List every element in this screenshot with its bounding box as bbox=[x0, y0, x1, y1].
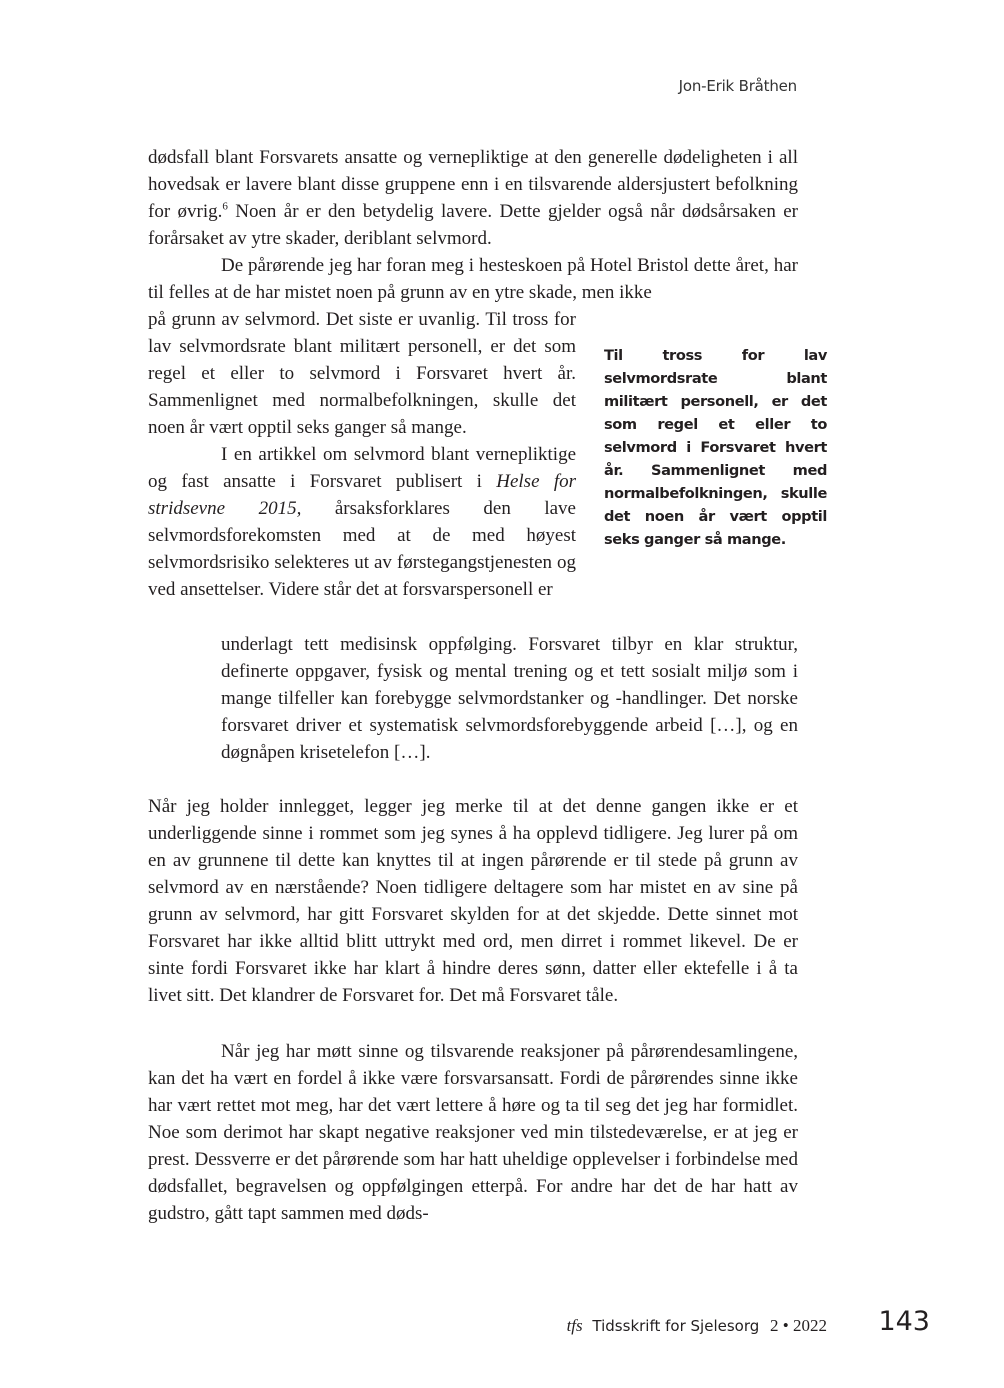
body-paragraph-5-text: Når jeg har møtt sinne og tilsvarende reaksjoner på pårørendesamlingene, kan det ha vært en fordel å ikke være forsvarsansatt. Fordi de pårørendes sinne ikke har vært rettet mot meg, har det vært lettere å høre og ta til seg det jeg har formidlet. Noe som derimot har skapt negative reaksjoner ved min tilstedeværelse, er at jeg er prest. Dessverre er det pårørende som har hatt uheldige opplevelser i forbindelse med dødsfallet, begravelsen og oppfølgingen etterpå. For andre har det de har hatt av gudstro, gått tapt sammen med døds- bbox=[148, 1041, 798, 1224]
body-paragraph-1-rest: Noen år er den betydelig lavere. Dette gjelder også når dødsårsaken er forårsaket av ytre skader, deriblant selvmord. bbox=[148, 201, 799, 249]
body-paragraph-4: Når jeg holder innlegget, legger jeg merke til at det denne gangen ikke er et underliggende sinne i rommet som jeg synes å ha opplevd tidligere. Jeg lurer på om en av grunnene til dette kan knyttes til at ingen pårørende er til stede på grunn av selvmord av en nærstående? Noen tidligere deltagere som har mistet en av sine på grunn av selvmord, har gitt Forsvaret skylden for at det skjedde. Dette sinnet mot Forsvaret har ikke alltid blitt uttrykt med ord, men dirret i rommet likevel. De er sinte fordi Forsvaret ikke har klart å hindre deres sønn, datter eller ektefelle i å ta livet sitt. Det klandrer de Forsvaret for. Det må Forsvaret tåle. bbox=[148, 796, 798, 1006]
pull-quote: Til tross for lav selvmordsrate blant militært personell, er det som regel et eller to selvmord i Forsvaret hvert år. Sammenlignet med normalbefolkningen, skulle det noen år vært opptil seks ganger så mange. bbox=[604, 347, 827, 548]
body-paragraph-1-text: dødsfall blant Forsvarets ansatte og vernepliktige at den generelle dødeligheten i all hovedsak er lavere blant disse gruppene enn i en tilsvarende aldersjustert befolkning for øvrig. bbox=[148, 147, 798, 222]
page-number: 143 bbox=[878, 1306, 930, 1337]
body-paragraph-3 bbox=[148, 441, 576, 603]
body-paragraph-5 bbox=[148, 1038, 798, 1227]
journal-abbreviation: tfs bbox=[566, 1316, 583, 1335]
footnote-ref: 6 bbox=[222, 200, 228, 213]
journal-name: Tidsskrift for Sjelesorg bbox=[592, 1317, 760, 1335]
running-head-author: Jon-Erik Bråthen bbox=[678, 77, 797, 95]
journal-issue: 2 • 2022 bbox=[770, 1316, 827, 1335]
body-paragraph-2-top bbox=[148, 252, 798, 306]
body-paragraph-3-text-a: I en artikkel om selvmord blant vernepliktige og fast ansatte i Forsvaret publisert i bbox=[148, 444, 576, 492]
body-paragraph-2-top-text: De pårørende jeg har foran meg i hesteskoen på Hotel Bristol dette året, har til felles at de har mistet noen på grunn av en ytre skade, men ikke bbox=[148, 255, 798, 303]
body-paragraph-2-narrow: på grunn av selvmord. Det siste er uvanlig. Til tross for lav selvmordsrate blant militært personell, er det som regel et eller to selvmord i Forsvaret hvert år. Sammenlignet med normalbefolkningen, skulle det noen år vært opptil seks ganger så mange. bbox=[148, 309, 576, 438]
publication-title: Helse for stridsevne 2015, bbox=[148, 471, 577, 519]
footer-journal bbox=[567, 1316, 827, 1336]
block-quote: underlagt tett medisinsk oppfølging. Forsvaret tilbyr en klar struktur, definerte oppgaver, fysisk og mental trening og et tett sosialt miljø som i mange tilfeller kan forebygge selvmordstanker og -handlinger. Det norske forsvaret driver et systematisk selvmordsforebyggende arbeid […], og en døgnåpen krisetelefon […]. bbox=[221, 634, 798, 763]
body-paragraph-3-text-b: årsaksforklares den lave selvmordsforekomsten med at de med høyest selvmordsrisiko selekteres ut av førstegangstjenesten og ved ansettelser. Videre står det at forsvarspersonell er bbox=[148, 498, 576, 600]
body-paragraph-1 bbox=[148, 144, 798, 252]
